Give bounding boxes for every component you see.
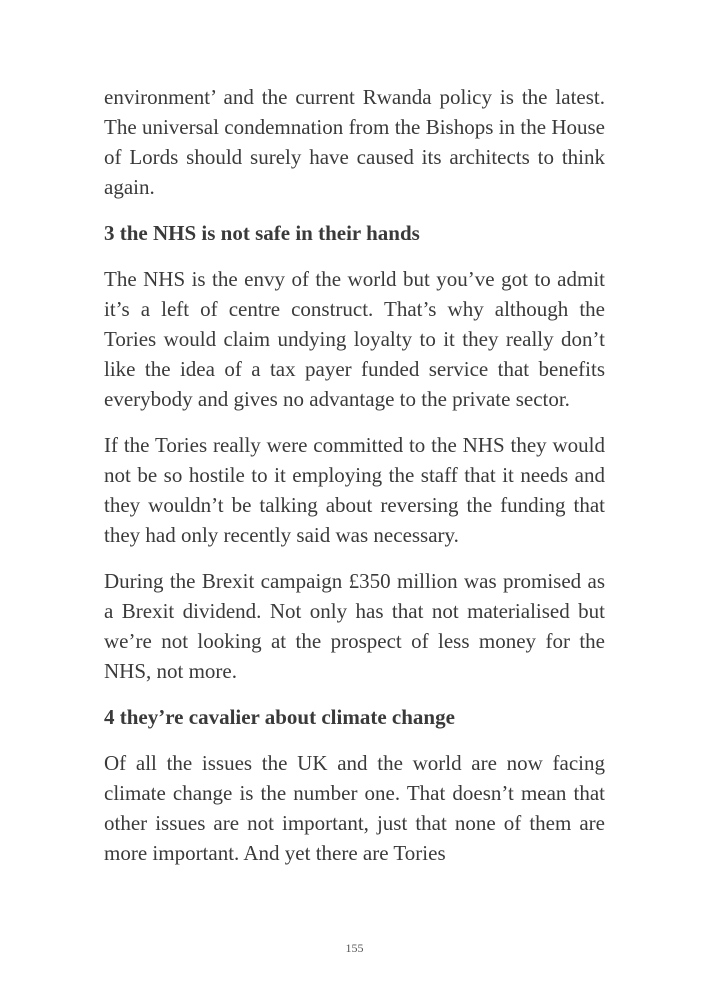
- page-number: 155: [345, 941, 364, 955]
- paragraph-brexit-dividend: During the Brexit campaign £350 million was promised as a Brexit dividend. Not only has that not materialised but we’re not looking at the prospect of less money for the NHS, not more.: [104, 569, 605, 683]
- paragraph-nhs-envy: The NHS is the envy of the world but you’ve got to admit it’s a left of centre construct. That’s why although the Tories would claim undying loyalty to it they really don’t like the idea of a tax payer funded service that benefits everybody and gives no advantage to the private sector.: [104, 267, 605, 411]
- heading-climate-change: 4 they’re cavalier about climate change: [104, 705, 455, 729]
- paragraph-tories-committed: If the Tories really were committed to the NHS they would not be so hostile to it employing the staff that it needs and they wouldn’t be talking about reversing the funding that they had only recently said was necessary.: [104, 433, 605, 547]
- heading-nhs: 3 the NHS is not safe in their hands: [104, 221, 420, 245]
- paragraph-climate-issues: Of all the issues the UK and the world are now facing climate change is the number one. That doesn’t mean that other issues are not important, just that none of them are more important. And yet there are Tories: [104, 751, 605, 865]
- paragraph-rwanda-policy: environment’ and the current Rwanda policy is the latest. The universal condemnation from the Bishops in the House of Lords should surely have caused its architects to think again.: [104, 85, 605, 199]
- page-body: [104, 82, 605, 884]
